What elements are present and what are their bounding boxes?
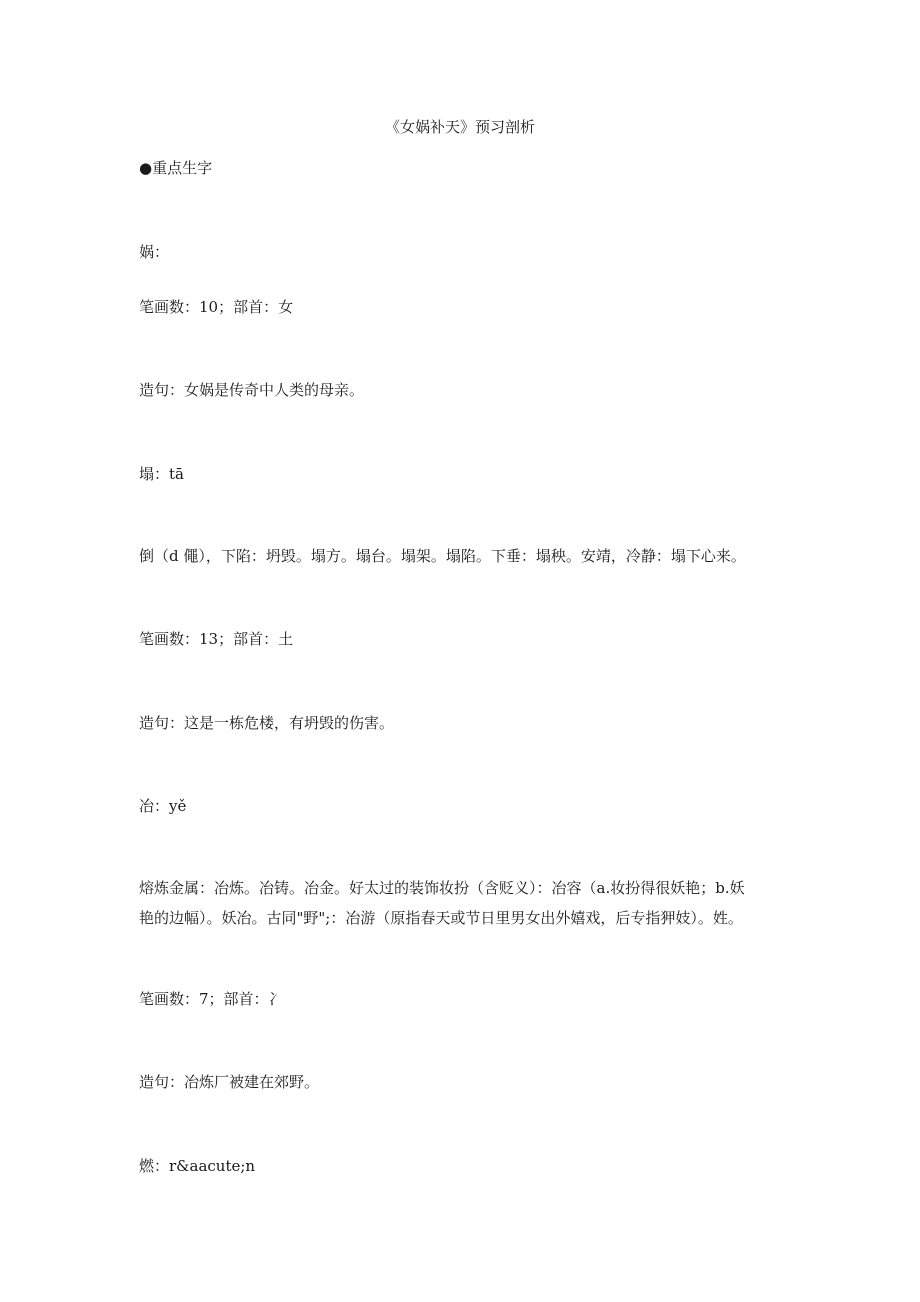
entry-strokes-line: 笔画数：13；部首：土	[139, 630, 294, 648]
entry-meaning-line: 倒（d 僶），下陷：坍毁。塌方。塌台。塌架。塌陷。下垂：塌秧。安靖，冷静：塌下心来。	[139, 547, 746, 565]
section-heading: ●重点生字	[139, 159, 213, 177]
entry-meaning-line: 熔炼金属：冶炼。冶铸。冶金。好太过的装饰妆扮（含贬义）：冶容（a.妆扮得很妖艳；b.妖	[139, 879, 745, 897]
entry-char-line: 塌：tā	[139, 465, 184, 483]
entry-meaning-line: 艳的边幅）。妖冶。古同"野";：冶游（原指春天或节日里男女出外嬉戏，后专指狎妓）。姓。	[139, 909, 743, 927]
entry-strokes-line: 笔画数：7；部首：冫	[139, 990, 284, 1008]
entry-char-line: 冶：yě	[139, 797, 187, 815]
entry-char-line: 娲：	[139, 243, 170, 261]
entry-sentence-line: 造句：这是一栋危楼，有坍毁的伤害。	[139, 714, 395, 732]
document-title: 《女娲补天》预习剖析	[384, 118, 535, 136]
entry-strokes-line: 笔画数：10；部首：女	[139, 298, 294, 316]
entry-meaning-paragraph	[139, 873, 799, 933]
entry-sentence-line: 造句：冶炼厂被建在郊野。	[139, 1073, 320, 1091]
entry-sentence-line: 造句：女娲是传奇中人类的母亲。	[139, 381, 365, 399]
entry-char-line: 燃：r&aacute;n	[139, 1157, 256, 1175]
